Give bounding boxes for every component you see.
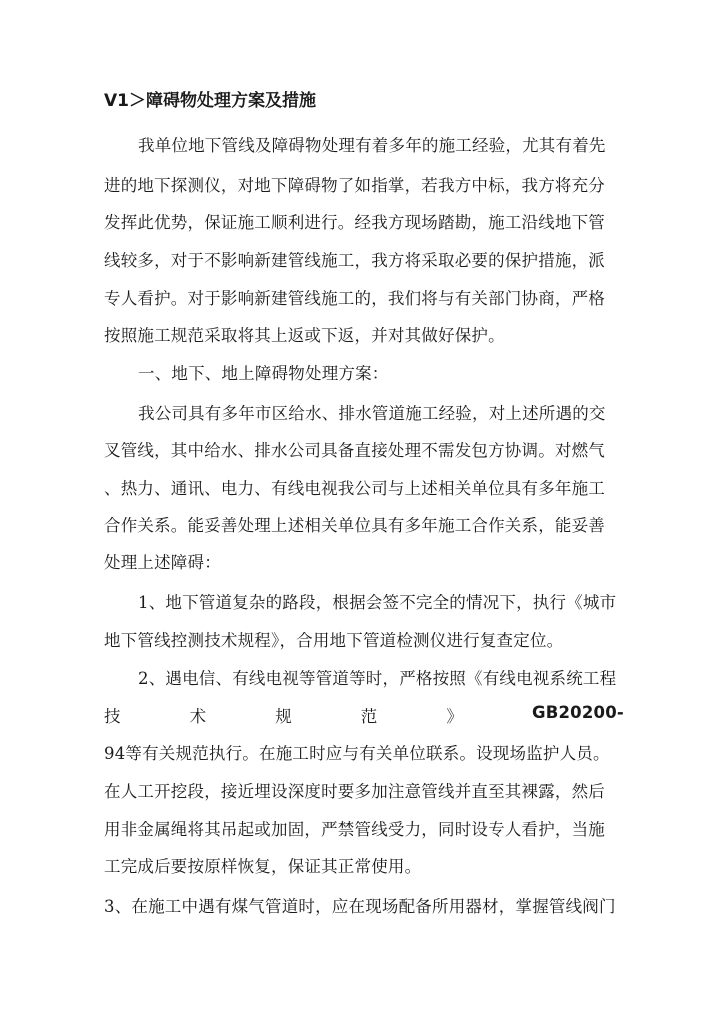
paragraph-line: 工完成后要按原样恢复，保证其正常使用。	[104, 857, 422, 876]
paragraph-line: 94等有关规范执行。在施工时应与有关单位联系。设现场监护人员。	[104, 744, 610, 763]
paragraph-line: 处理上述障碍：	[104, 553, 221, 572]
list-item-2: 2、遇电信、有线电视等管道等时，严格按照《有线电视系统工程	[138, 669, 617, 688]
paragraph-line: 专人看护。对于影响新建管线施工的，我们将与有关部门协商，严格	[104, 289, 605, 308]
paragraph-line: 发挥此优势，保证施工顺利进行。经我方现场踏勘，施工沿线地下管	[104, 213, 605, 232]
paragraph-line: 用非金属绳将其吊起或加固，严禁管线受力，同时设专人看护，当施	[104, 820, 605, 839]
paragraph-line: 合作关系。能妥善处理上述相关单位具有多年施工合作关系，能妥善	[104, 516, 605, 535]
paragraph-line: 我单位地下管线及障碍物处理有着多年的施工经验，尤其有着先	[138, 136, 606, 155]
spread-word: GB20200-	[531, 703, 624, 722]
paragraph-line: 我公司具有多年市区给水、排水管道施工经验，对上述所遇的交	[138, 404, 606, 423]
paragraph-line: 进的地下探测仪，对地下障碍物了如指掌，若我方中标，我方将充分	[104, 176, 605, 195]
justified-line	[104, 703, 624, 727]
paragraph-line: 线较多，对于不影响新建管线施工，我方将采取必要的保护措施，派	[104, 251, 605, 270]
list-item-1: 1、地下管道复杂的路段，根据会签不完全的情况下，执行《城市	[138, 593, 617, 612]
list-item-3: 3、在施工中遇有煤气管道时，应在现场配备所用器材，掌握管线阀门	[104, 897, 616, 916]
paragraph-line: 叉管线，其中给水、排水公司具备直接处理不需发包方协调。对燃气	[104, 441, 605, 460]
paragraph-line: 按照施工规范采取将其上返或下返，并对其做好保护。	[104, 326, 505, 345]
spread-word: 术	[189, 707, 207, 726]
paragraph-line: 、热力、通讯、电力、有线电视我公司与上述相关单位具有多年施工	[104, 479, 605, 498]
spread-word: 范	[360, 707, 378, 726]
spread-word: 技	[104, 707, 121, 726]
spread-word: 规	[275, 707, 292, 726]
subsection-heading: 一、地下、地上障碍物处理方案：	[138, 364, 389, 383]
paragraph-line: 地下管线控测技术规程》，合用地下管道检测仪进行复查定位。	[104, 631, 564, 650]
spread-word: 》	[446, 707, 464, 726]
section-heading: V1＞障碍物处理方案及措施	[104, 91, 316, 111]
paragraph-line: 在人工开挖段，接近埋设深度时要多加注意管线并直至其裸露，然后	[104, 782, 605, 801]
